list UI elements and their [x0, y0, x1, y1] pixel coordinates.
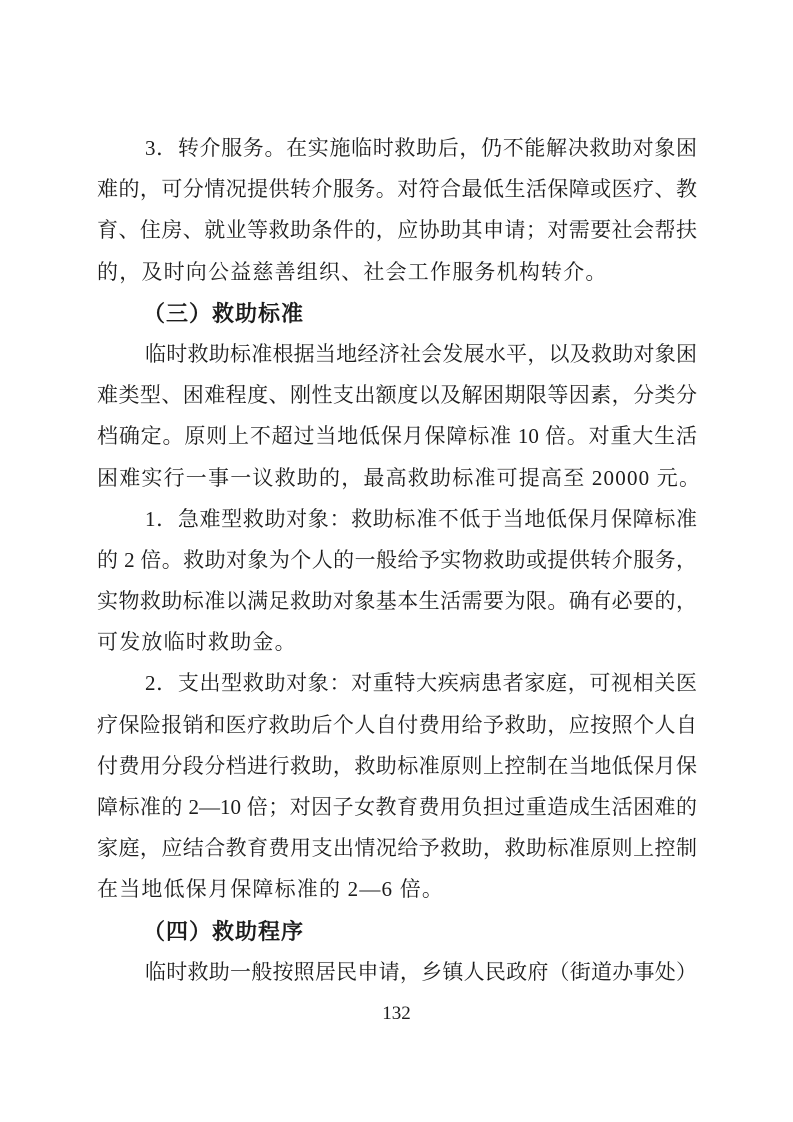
paragraph-line: 家庭，应结合教育费用支出情况给予救助，救助标准原则上控制 — [97, 836, 697, 861]
section-heading-standard: （三）救助标准 — [143, 300, 305, 326]
paragraph-line: 困难实行一事一议救助的，最高救助标准可提高至 20000 元。 — [97, 465, 702, 490]
paragraph-line: 实物救助标准以满足救助对象基本生活需要为限。确有必要的， — [97, 589, 697, 614]
paragraph-line: 难类型、困难程度、刚性支出额度以及解困期限等因素，分类分 — [97, 383, 697, 408]
paragraph-line: 的，及时向公益慈善组织、社会工作服务机构转介。 — [97, 259, 608, 284]
paragraph-line: 疗保险报销和医疗救助后个人自付费用给予救助，应按照个人自 — [97, 712, 697, 737]
body-text — [97, 128, 702, 993]
paragraph-line: 3．转介服务。在实施临时救助后，仍不能解决救助对象困 — [145, 136, 697, 160]
paragraph-line: 难的，可分情况提供转介服务。对符合最低生活保障或医疗、教 — [97, 177, 697, 202]
page-number: 132 — [382, 1003, 411, 1024]
paragraph-line: 1．急难型救助对象：救助标准不低于当地低保月保障标准 — [145, 506, 697, 531]
paragraph-line: 临时救助一般按照居民申请，乡镇人民政府（街道办事处） — [145, 959, 697, 984]
paragraph-line: 2．支出型救助对象：对重特大疾病患者家庭，可视相关医 — [145, 671, 697, 696]
paragraph-line: 可发放临时救助金。 — [97, 630, 297, 655]
paragraph-line: 付费用分段分档进行救助，救助标准原则上控制在当地低保月保 — [97, 753, 697, 778]
paragraph-line: 育、住房、就业等救助条件的，应协助其申请；对需要社会帮扶 — [97, 218, 697, 243]
paragraph-line: 临时救助标准根据当地经济社会发展水平，以及救助对象困 — [145, 341, 697, 366]
paragraph-line: 的 2 倍。救助对象为个人的一般给予实物救助或提供转介服务， — [97, 547, 697, 572]
paragraph-line: 障标准的 2—10 倍；对因子女教育费用负担过重造成生活困难的 — [97, 795, 697, 819]
section-heading-procedure: （四）救助程序 — [143, 918, 305, 944]
paragraph-line: 在当地低保月保障标准的 2—6 倍。 — [97, 877, 445, 902]
paragraph-line: 档确定。原则上不超过当地低保月保障标准 10 倍。对重大生活 — [97, 424, 697, 449]
